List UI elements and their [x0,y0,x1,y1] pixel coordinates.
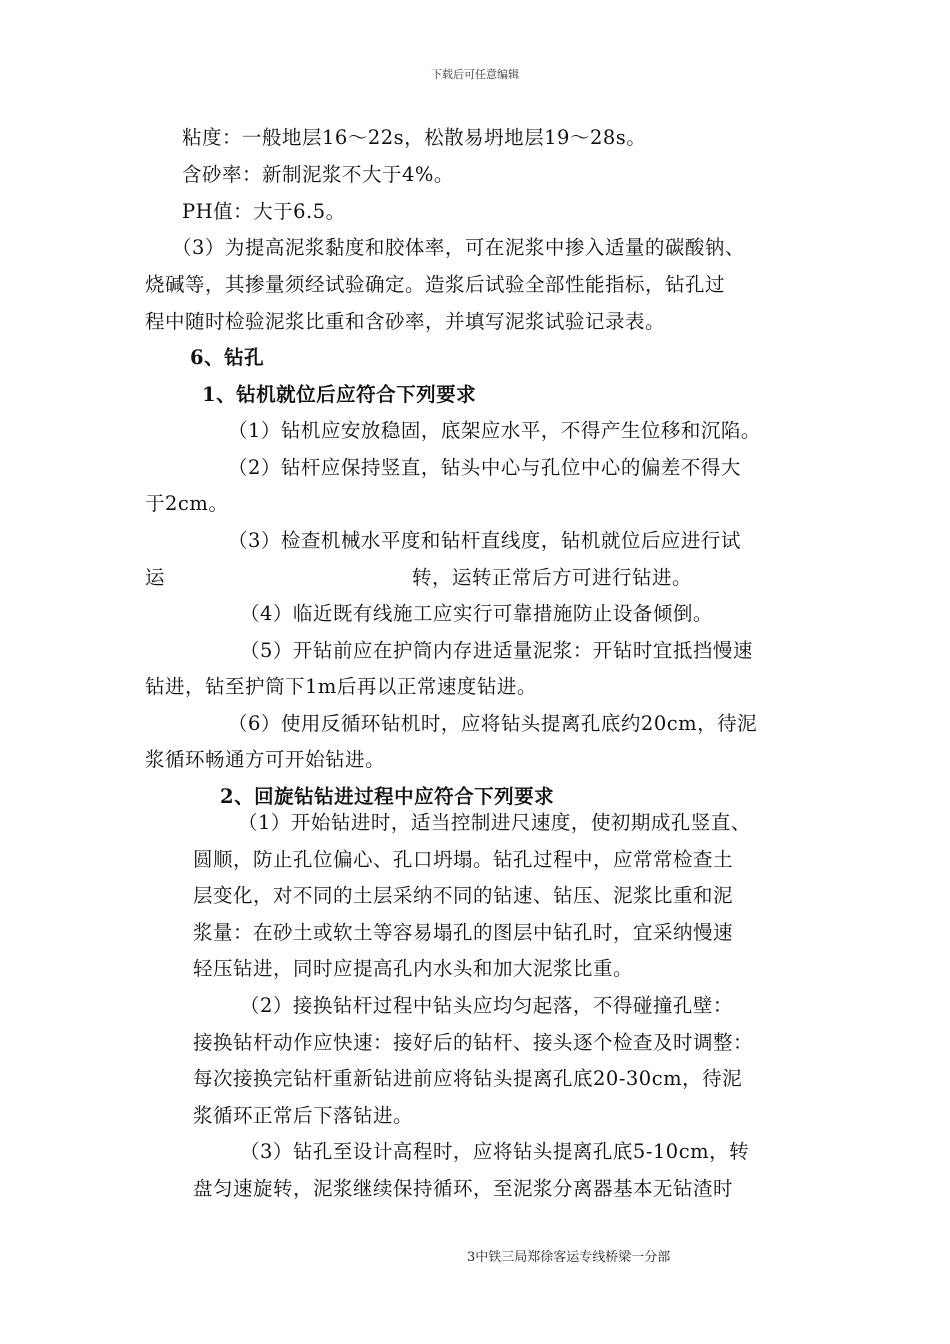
text-line: 每次接换完钻杆重新钻进前应将钻头提离孔底20-30cm，待泥 [193,1067,743,1090]
subsection-heading: 2、回旋钻钻进过程中应符合下列要求 [220,785,555,808]
text-line: （1）钻机应安放稳固，底架应水平，不得产生位移和沉陷。 [228,419,761,442]
text-line: 含砂率：新制泥浆不大于4%。 [182,163,454,186]
text-line: 粘度：一般地层16～22s，松散易坍地层19～28s。 [182,126,647,149]
text-line: 程中随时检验泥浆比重和含砂率，并填写泥浆试验记录表。 [145,310,666,333]
text-line: 轻压钻进，同时应提高孔内水头和加大泥浆比重。 [193,957,634,980]
text-line: （4）临近既有线施工应实行可靠措施防止设备倾倒。 [240,602,713,625]
text-line: 接换钻杆动作应快速：接好后的钻杆、接头逐个检查及时调整： [193,1031,754,1054]
text-line: （3）为提高泥浆黏度和胶体率，可在泥浆中掺入适量的碳酸钠、 [172,236,745,259]
text-line: 于2cm。 [145,492,229,515]
text-line: 烧碱等，其掺量须经试验确定。造浆后试验全部性能指标，钻孔过 [145,273,726,296]
page-header: 下载后可任意编辑 [431,68,519,81]
text-line: 浆循环畅通方可开始钻进。 [145,748,386,771]
text-line: 盘匀速旋转，泥浆继续保持循环，至泥浆分离器基本无钻渣时 [193,1177,734,1200]
text-line: 运 [145,566,166,589]
text-line: （5）开钻前应在护筒内存进适量泥浆：开钻时宜抵挡慢速 [240,639,753,662]
text-line: 层变化，对不同的土层采纳不同的钻速、钻压、泥浆比重和泥 [193,884,734,907]
text-line: 转，运转正常后方可进行钻进。 [412,566,693,589]
section-heading: 6、钻孔 [190,346,265,369]
text-line: 圆顺，防止孔位偏心、孔口坍塌。钻孔过程中，应常常检查土 [193,848,734,871]
text-line: （3）钻孔至设计高程时，应将钻头提离孔底5-10cm，转 [240,1140,750,1163]
text-line: 浆量：在砂土或软土等容易塌孔的图层中钻孔时，宜采纳慢速 [193,921,734,944]
page-footer: 3中铁三局郑徐客运专线桥梁一分部 [467,1250,671,1265]
text-line: （2）钻杆应保持竖直，钻头中心与孔位中心的偏差不得大 [228,456,741,479]
text-line: （3）检查机械水平度和钻杆直线度，钻机就位后应进行试 [228,529,741,552]
text-line: （1）开始钻进时，适当控制进尺速度，使初期成孔竖直、 [238,811,751,834]
text-line: PH值：大于6.5。 [182,200,346,223]
text-line: 钻进，钻至护筒下1m后再以正常速度钻进。 [145,675,537,698]
text-line: 浆循环正常后下落钻进。 [193,1104,414,1127]
subsection-heading: 1、钻机就位后应符合下列要求 [202,383,477,406]
text-line: （2）接换钻杆过程中钻头应均匀起落，不得碰撞孔壁： [240,994,733,1017]
text-line: （6）使用反循环钻机时，应将钻头提离孔底约20cm，待泥 [228,712,758,735]
